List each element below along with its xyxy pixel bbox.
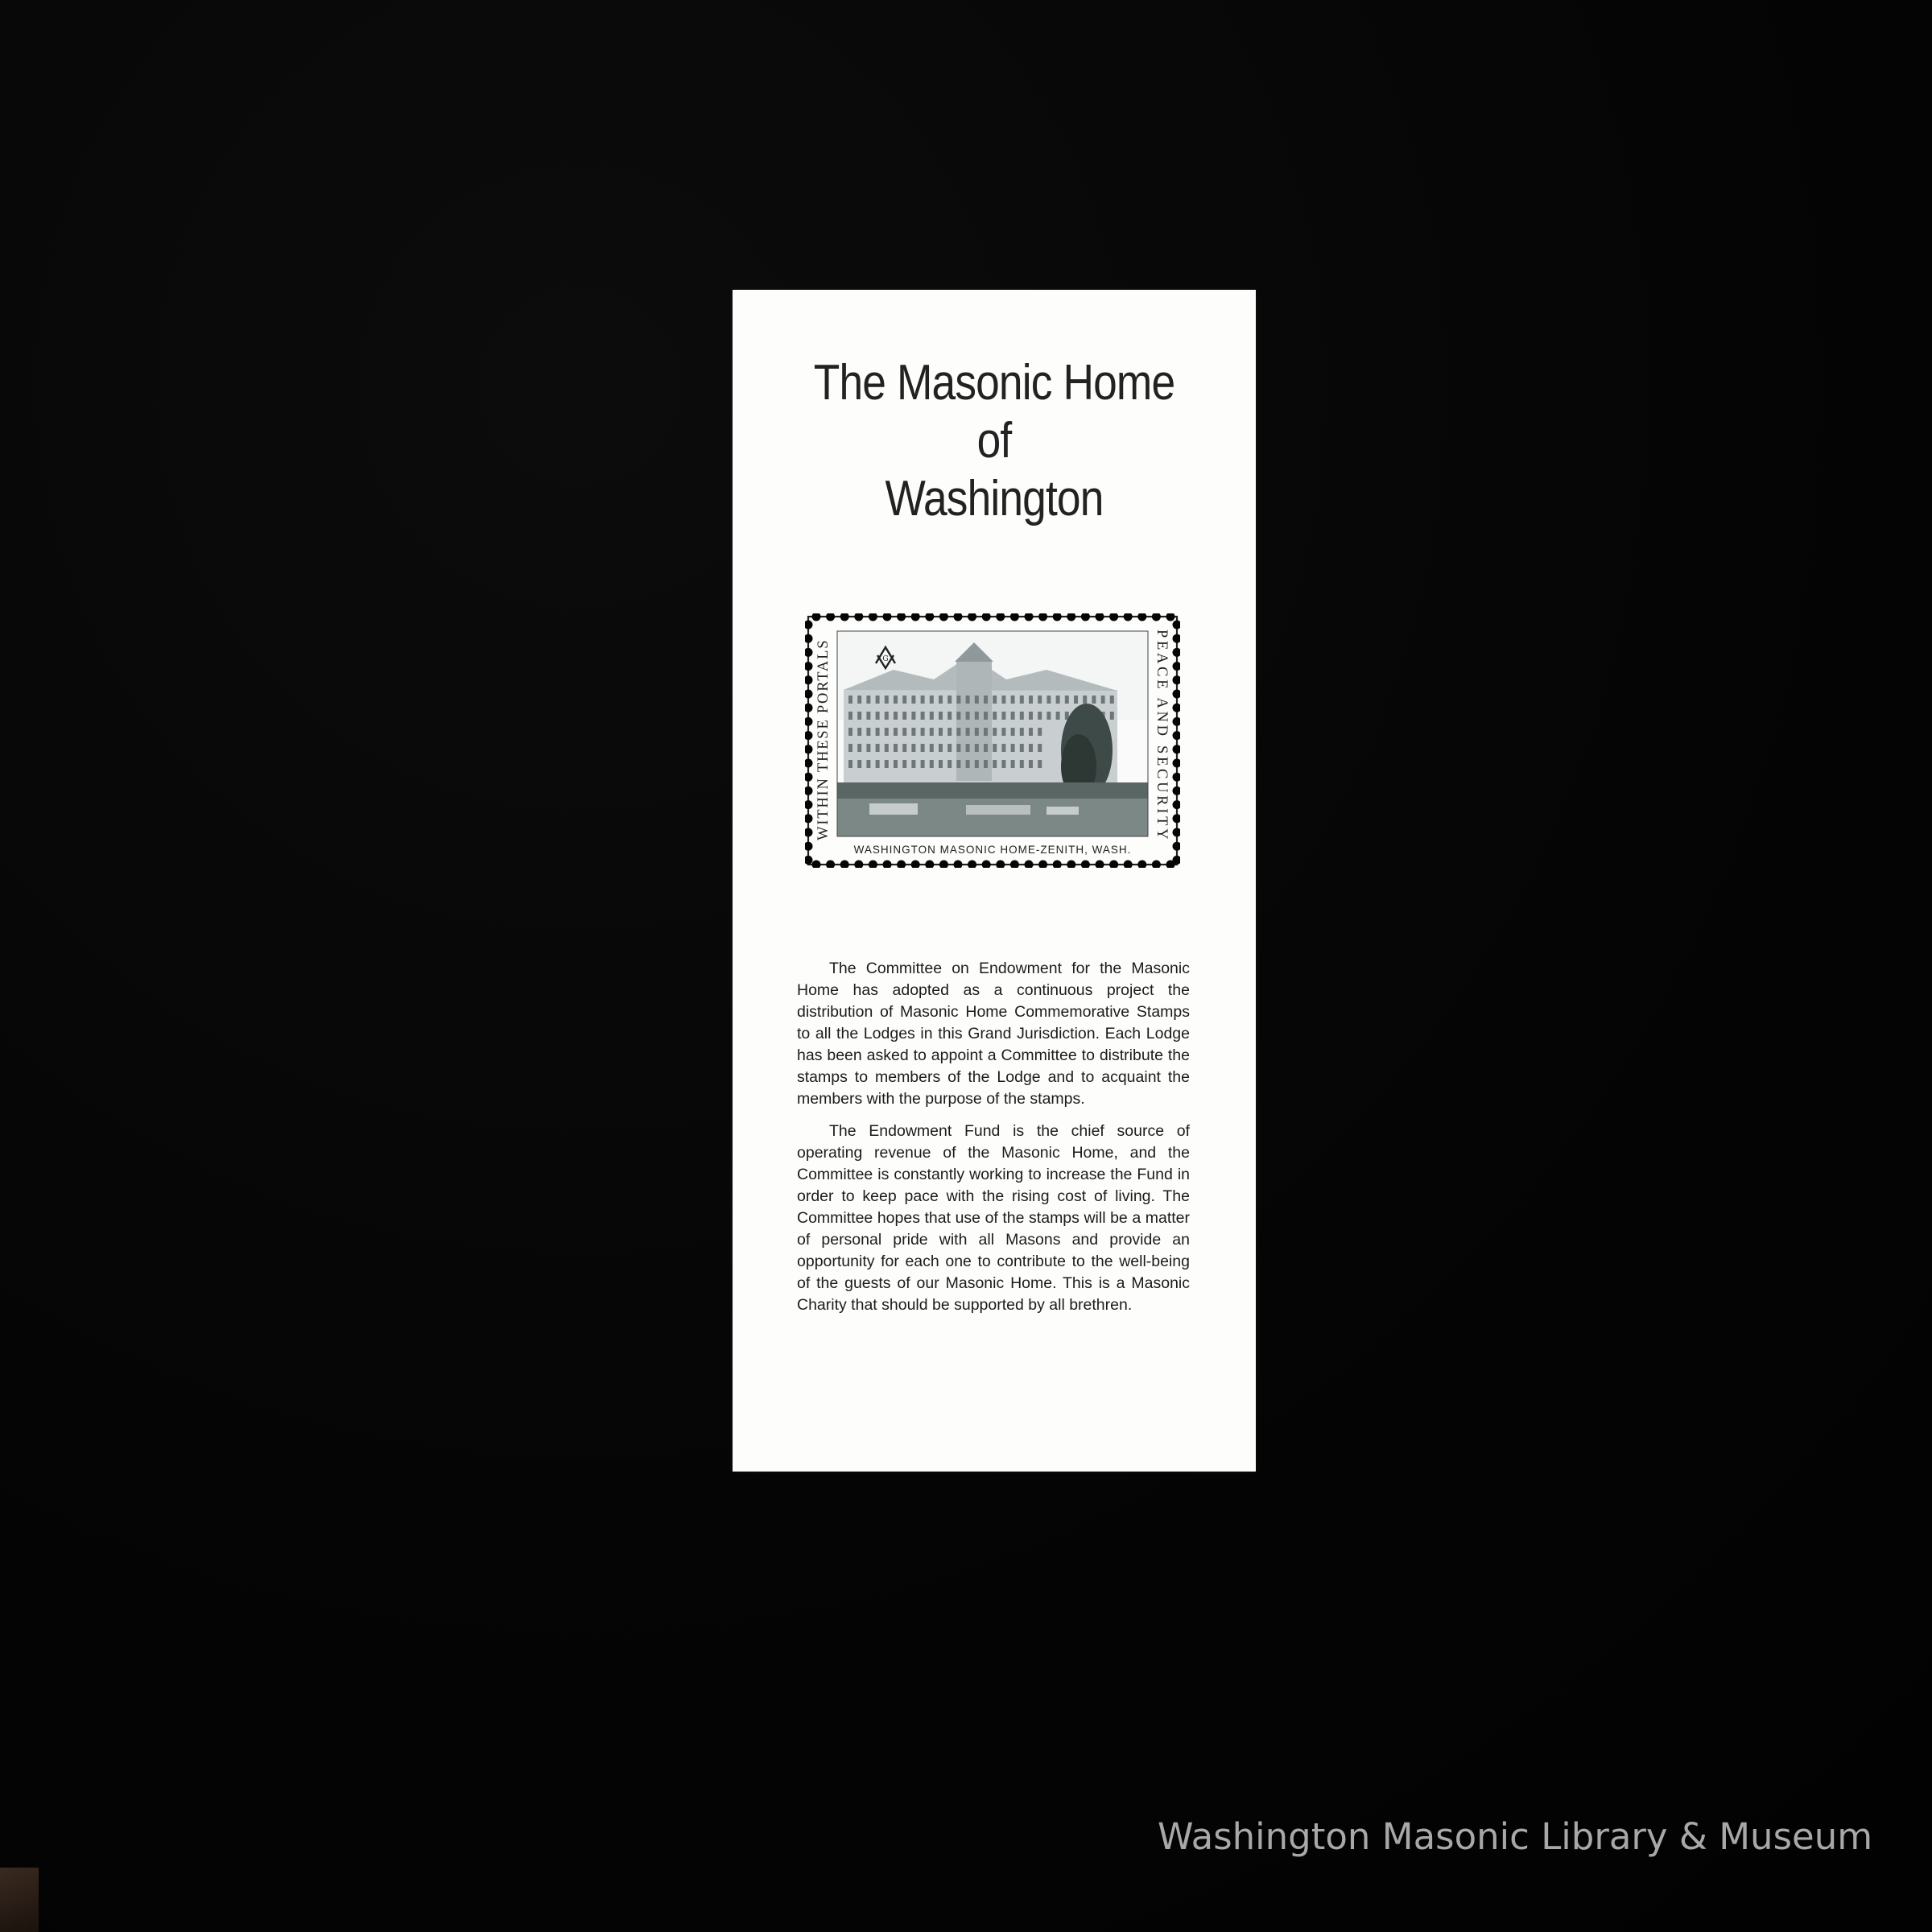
stamp-caption: WASHINGTON MASONIC HOME-ZENITH, WASH. — [853, 844, 1132, 856]
stamp-right-text: PEACE AND SECURITY — [1154, 630, 1170, 840]
stamp-artwork — [805, 613, 1180, 868]
brochure-title — [770, 354, 1220, 528]
museum-watermark: Washington Masonic Library & Museum — [1158, 1815, 1873, 1858]
paragraph-endowment-fund: The Endowment Fund is the chief source of operating revenue of the Masonic Home, and the Committee is constantly working to increase the Fund in order to keep pace with the rising cost of living. The Committee hopes that use of the stamps will be a matter of personal pride with all Masons and provide an opportunity for each one to contribute to the well-being of the guests of our Masonic Home. This is a Masonic Charity that should be supported by all brethren. — [797, 1122, 1190, 1314]
svg-text:G: G — [882, 655, 889, 663]
title-line: The Masonic Home — [813, 355, 1175, 411]
title-line: of — [976, 413, 1012, 469]
stamp-left-text: WITHIN THESE PORTALS — [815, 639, 832, 840]
brochure-panel — [733, 290, 1256, 1472]
paragraph-endowment-committee: The Committee on Endowment for the Masonic Home has adopted as a continuous project the distribution of Masonic Home Commemorative Stamps to all the Lodges in this Grand Jurisdiction. Each Lodge has been asked to appoint a Committee to distribute the stamps to members of the Lodge and to acquaint the members with the purpose of the stamps. — [797, 960, 1190, 1108]
commemorative-stamp — [805, 613, 1180, 868]
table-edge — [0, 1868, 39, 1932]
title-line: Washington — [885, 471, 1104, 526]
brochure-body — [797, 958, 1190, 1327]
